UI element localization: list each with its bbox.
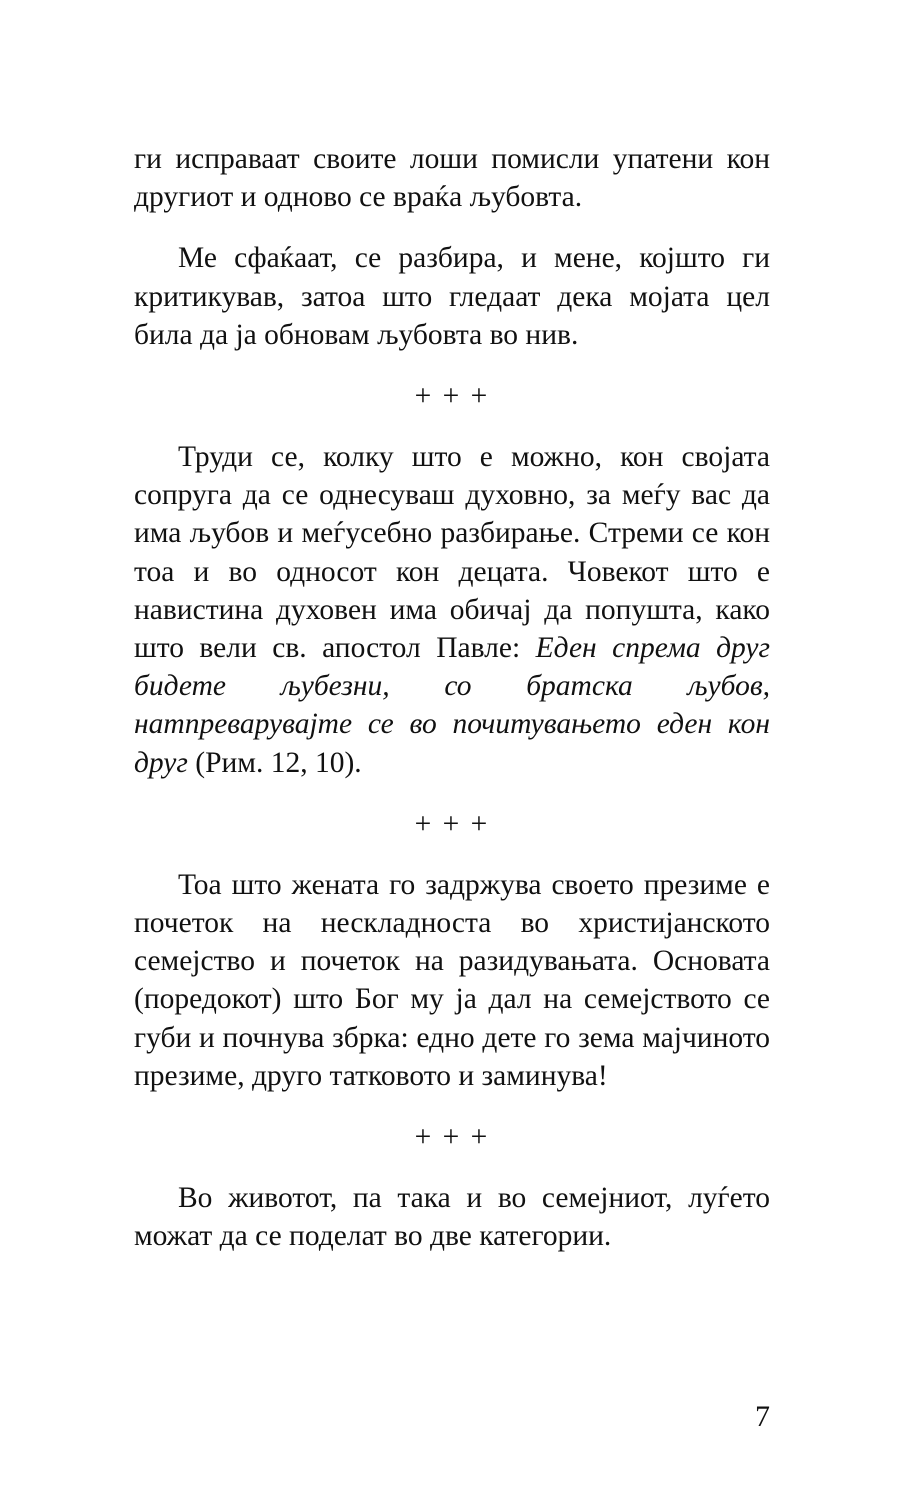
paragraph-gap — [134, 1095, 770, 1118]
paragraph-gap — [134, 782, 770, 805]
section-separator: + + + — [414, 807, 490, 840]
paragraph-5: Во животот, па така и во семејниот, луѓето можат да се поделат во две категории. — [134, 1182, 770, 1253]
book-page-body — [134, 140, 770, 1255]
scripture-citation: (Рим. 12, 10). — [187, 746, 362, 779]
paragraph-gap — [134, 1156, 770, 1179]
paragraph-gap — [134, 354, 770, 377]
paragraph-3-text: Труди се, колку што е можно, кон својата сопруга да се однесуваш духовно, за меѓу вас да има љубов и меѓусебно разбирање. Стреми се кон тоа и во односот кон децата. Човекот што е навистина духовен има обичај да попушта, како што вели св. апостол Павле: — [134, 441, 770, 665]
paragraph-1: ги исправаат своите лоши помисли упатени кон другиот и одново се враќа љубовта. — [134, 143, 770, 214]
paragraph-2: Ме сфаќаат, се разбира, и мене, којшто ги критикував, затоа што гледаат дека мојата цел била да ја обновам љубовта во нив. — [134, 242, 770, 351]
paragraph-gap — [134, 843, 770, 866]
scripture-quote: Еден спрема друг бидете љубезни, со братска љубов, натпреварувајте се во почитувањето еден кон друг — [134, 632, 771, 779]
page-number: 7 — [755, 1400, 770, 1433]
section-separator: + + + — [414, 1121, 490, 1154]
paragraph-3 — [134, 438, 770, 782]
paragraph-4: Тоа што жената го задржува своето презиме е почеток на нескладноста во христијанското семејство и почеток на разидувањата. Основата (поредокот) што Бог му ја дал на семејството се губи и почнува збрка: едно дете го зема мајчиното презиме, друго татковото и заминува! — [134, 868, 770, 1092]
section-separator: + + + — [414, 380, 490, 413]
paragraph-gap — [134, 415, 770, 438]
paragraph-gap — [134, 216, 770, 239]
